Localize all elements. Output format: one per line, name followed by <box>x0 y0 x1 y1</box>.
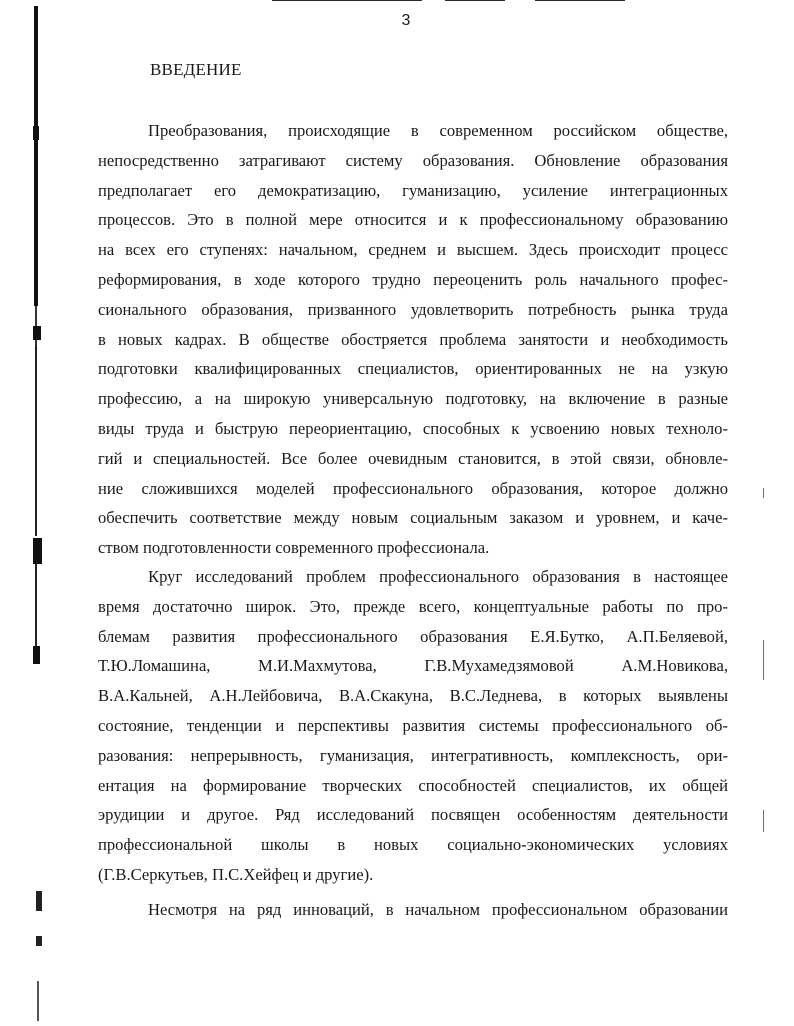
text-line: виды труда и быструю переориентацию, способных к усвоению новых техноло- <box>98 418 728 438</box>
text-line: блемам развития профессионального образования Е.Я.Бутко, А.П.Беляевой, <box>98 626 728 646</box>
scan-right-mark <box>763 640 764 680</box>
scan-top-rule <box>535 0 625 1</box>
text-line: предполагает его демократизацию, гуманизацию, усиление интеграционных <box>98 180 728 200</box>
text-line: ством подготовленности современного профессионала. <box>98 538 490 558</box>
paragraph <box>98 116 728 563</box>
paragraph <box>98 562 728 890</box>
text-line: Круг исследований проблем профессионального образования в настоящее <box>148 567 728 586</box>
text-line: Преобразования, происходящие в современном российском обществе, <box>148 121 728 140</box>
scan-top-rule <box>272 0 422 1</box>
section-heading: ВВЕДЕНИЕ <box>150 60 242 79</box>
scan-edge-graphic <box>33 6 42 1021</box>
scan-right-mark <box>763 810 764 832</box>
text-line: ентация на формирование творческих способностей специалистов, их общей <box>98 775 728 795</box>
text-line: Т.Ю.Ломашина, М.И.Махмутова, Г.В.Мухамедзямовой А.М.Новикова, <box>98 656 728 676</box>
text-line: сионального образования, призванного удовлетворить потребность рынка труда <box>98 299 728 319</box>
text-line: состояние, тенденции и перспективы развития системы профессионального об- <box>98 715 728 735</box>
paragraph <box>98 895 728 925</box>
text-line: разования: непрерывность, гуманизация, интегративность, комплексность, ори- <box>98 745 728 765</box>
scan-left-edge-artifact <box>33 6 42 1021</box>
text-line: Несмотря на ряд инноваций, в начальном профессиональном образовании <box>148 900 728 919</box>
page-number: 3 <box>401 12 411 29</box>
text-line: время достаточно широк. Это, прежде всего, концептуальные работы по про- <box>98 596 728 616</box>
text-line: обеспечить соответствие между новым социальным заказом и уровнем, и каче- <box>98 508 728 528</box>
text-line: ние сложившихся моделей профессионального образования, которое должно <box>98 478 728 498</box>
text-line: В.А.Кальней, А.Н.Лейбовича, В.А.Скакуна, В.С.Леднева, в которых выявлены <box>98 686 728 706</box>
text-line: в новых кадрах. В обществе обостряется проблема занятости и необходимость <box>98 329 728 349</box>
text-line: непосредственно затрагивают систему образования. Обновление образования <box>98 150 728 170</box>
text-line: профессию, а на широкую универсальную подготовку, на включение в разные <box>98 389 728 409</box>
text-line: эрудиции и другое. Ряд исследований посвящен особенностям деятельности <box>98 805 728 825</box>
text-line: подготовки квалифицированных специалистов, ориентированных не на узкую <box>98 359 728 379</box>
text-line: гий и специальностей. Все более очевидным становится, в этой связи, обновле- <box>98 448 728 468</box>
scan-top-rule <box>445 0 505 1</box>
text-line: профессиональной школы в новых социально-экономических условиях <box>98 835 728 855</box>
scan-right-mark <box>763 488 764 498</box>
text-line: реформирования, в ходе которого трудно переоценить роль начального профес- <box>98 269 728 289</box>
text-line: на всех его ступенях: начальном, среднем и высшем. Здесь происходит процесс <box>98 240 728 260</box>
text-line: процессов. Это в полной мере относится и к профессиональному образованию <box>98 210 728 230</box>
text-line: (Г.В.Серкутьев, П.С.Хейфец и другие). <box>98 864 374 884</box>
